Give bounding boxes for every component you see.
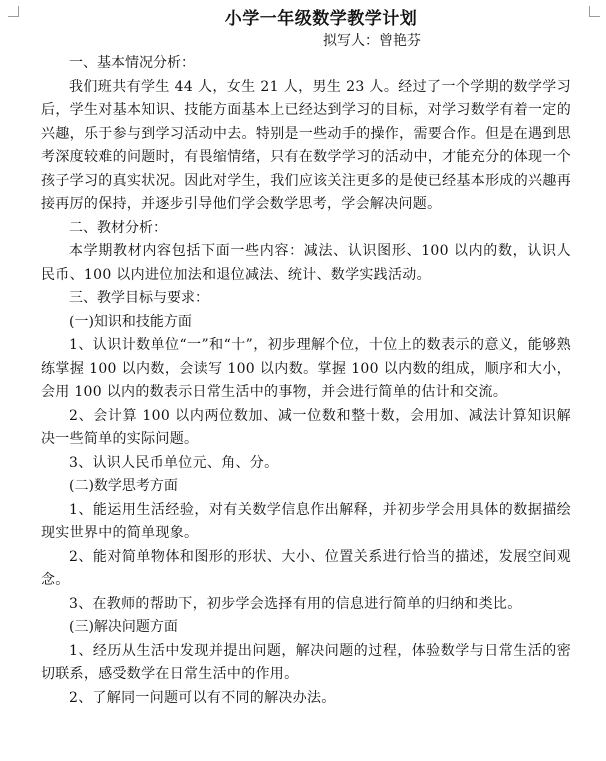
paragraph-textbook-analysis: 本学期教材内容包括下面一些内容：减法、认识图形、100 以内的数，认识人民币、100 以内进位加法和退位减法、统计、数学实践活动。 bbox=[41, 243, 571, 283]
paragraph-problem-2: 2、了解同一问题可以有不同的解决办法。 bbox=[69, 689, 336, 706]
page-corner-mark-right bbox=[589, 6, 600, 17]
subheading-problem-solving: (三)解决问题方面 bbox=[69, 619, 178, 635]
paragraph-knowledge-2: 2、会计算 100 以内两位数加、减一位数和整十数，会用加、减法计算知识解决一些简单的实际问题。 bbox=[41, 407, 571, 447]
paragraph-knowledge-1: 1、认识计数单位“一”和“十”，初步理解个位，十位上的数表示的意义，能够熟练掌握 100 以内数，会读写 100 以内数。掌握 100 以内数的组成，顺序和大小，会用 100 以内的数表示日常生活中的事物，并会进行简单的估计和交流。 bbox=[41, 337, 571, 400]
document-body[interactable] bbox=[41, 8, 571, 710]
section-heading-textbook-analysis: 二、教材分析： bbox=[69, 219, 167, 236]
paragraph-basic-analysis: 我们班共有学生 44 人，女生 21 人，男生 23 人。经过了一个学期的数学学习后，学生对基本知识、技能方面基本上已经达到学习的目标，对学习数学有着一定的兴趣，乐于参与到学习活动中去。特别是一些动手的操作，需要合作。但是在遇到思考深度较难的问题时，有畏缩情绪，只有在数学学习的活动中，才能充分的体现一个孩子学习的真实状况。因此对学生，我们应该关注更多的是使已经基本形成的兴趣再接再厉的保持，并逐步引导他们学会数学思考，学会解决问题。 bbox=[41, 78, 571, 212]
paragraph-thinking-2: 2、能对简单物体和图形的形状、大小、位置关系进行恰当的描述，发展空间观念。 bbox=[41, 548, 571, 588]
document-title: 小学一年级数学教学计划 bbox=[224, 9, 418, 29]
section-heading-basic-analysis: 一、基本情况分析： bbox=[69, 55, 195, 71]
subheading-math-thinking: (二)数学思考方面 bbox=[69, 478, 178, 494]
document-author: 拟写人：曾艳芬 bbox=[323, 33, 421, 49]
paragraph-thinking-1: 1、能运用生活经验，对有关数学信息作出解释，并初步学会用具体的数据描绘现实世界中的简单现象。 bbox=[41, 501, 571, 541]
paragraph-problem-1: 1、经历从生活中发现并提出问题，解决问题的过程，体验数学与日常生活的密切联系，感受数学在日常生活中的作用。 bbox=[41, 642, 571, 682]
page-corner-mark-left bbox=[8, 6, 19, 17]
section-heading-goals: 三、教学目标与要求： bbox=[69, 290, 209, 306]
paragraph-knowledge-3: 3、认识人民币单位元、角、分。 bbox=[69, 454, 279, 471]
paragraph-thinking-3: 3、在教师的帮助下，初步学会选择有用的信息进行简单的归纳和类比。 bbox=[69, 595, 522, 612]
subheading-knowledge-skills: (一)知识和技能方面 bbox=[69, 313, 192, 330]
